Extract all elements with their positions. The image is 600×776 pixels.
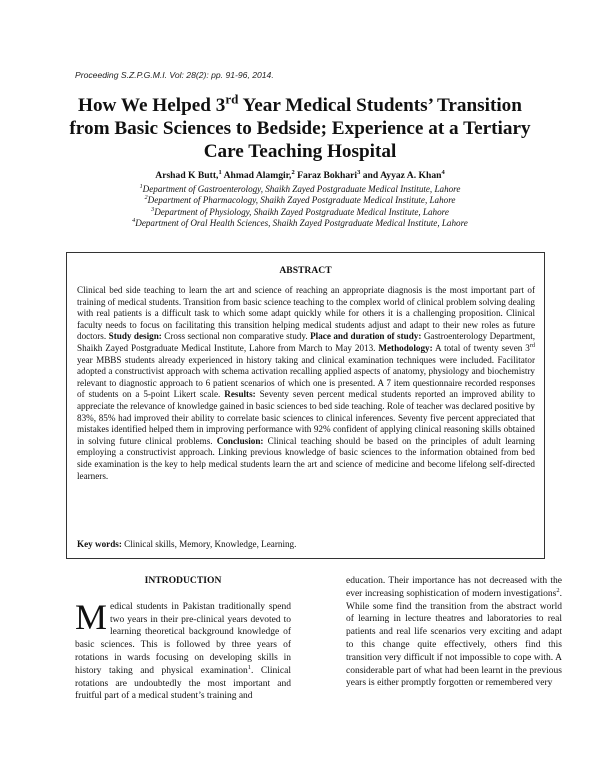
author-name: Ahmad Alamgir, [221,170,292,181]
introduction-paragraph: Medical students in Pakistan traditionally spend two years in their pre-clinical years devoted to learning theoretical background knowledge of basic sciences. This is followed by three years of rotations in wards focusing on developing skills in history taking and physical examination$^1$. Clinical rotations are undoubtedly the most important and fruitful part of a medical student’s training and [75,596,292,702]
introduction-right-column [346,575,562,690]
affiliation-line: $^2$Department of Pharmacology, Shaikh Zayed Postgraduate Medical Institute, Lahore [144,194,456,206]
introduction-heading: INTRODUCTION [144,575,222,586]
affiliation-line: $^3$Department of Physiology, Shaikh Zayed Postgraduate Medical Institute, Lahore [151,205,449,217]
drop-cap: M [75,596,108,637]
author-name: Faraz Bokhari [294,170,358,181]
author-name: and Ayyaz A. Khan [360,170,442,181]
affiliation-line: $^4$Department of Oral Health Sciences, Shaikh Zayed Postgraduate Medical Institute, Lahore [132,217,468,229]
introduction-left-column [75,575,291,703]
abstract-box [66,252,545,559]
journal-reference: Proceeding S.Z.P.G.M.I. Vol: 28(2): pp. 91-96, 2014. [75,70,274,80]
author-name: Arshad K Butt, [155,170,219,181]
affiliation-line: $^1$Department of Gastroenterology, Shaikh Zayed Postgraduate Medical Institute, Lahore [139,182,461,194]
introduction-paragraph: education. Their importance has not decreased with the ever increasing sophistication of modern investigations$^2$. While some find the transition from the abstract world of learning in lecture theatres and laboratories to real patients and real life scenarios very exciting and adapt to this change quite effectively, others find this transition very difficult if not impossible to cope with. A considerable part of what had been learnt in the previous years is either promptly forgotten or remembered very [346,576,562,689]
paper-title: How We Helped 3rd Year Medical Students’ Transition from Basic Sciences to Bedside; Experience at a Tertiary Care Teaching Hospital [69,91,531,162]
abstract-body: Clinical bed side teaching to learn the art and science of reaching an appropriate diagnosis is the most important part of training of medical students. Transition from basic science teaching to the complex world of clinical problem solving dealing with real patients is a difficult task to which some adapt quickly while for others it is a challenging proposition. Clinical faculty needs to focus on facilitating this transition helping medical students adjust and adapt to their new roles as future doctors. Study design: Cross sectional non comparative study. Place and duration of study: Gastroenterology Department, Shaikh Zayed Postgraduate Medical Institute, Lahore from March to May 2013. Methodology: A total of twenty seven 3rd year MBBS students already experienced in history taking and clinical examination techniques were included. Facilitator adopted a constructivist approach with schema activation recalling applied aspects of anatomy, physiology and biochemistry relevant to diagnostic approach to 6 patient scenarios of which one is presented. A 7 item questionnaire recorded responses of students on a 5-point Likert scale. Results: Seventy seven percent medical students reported an improved ability to appreciate the relevance of knowledge gained in basic sciences to bed side teaching. Role of teacher was declared positive by 83%, 85% had improved their ability to correlate basic sciences to clinical inferences. Seventy five percent appreciated that mistakes identified helped them in improving performance with 92% confident of applying clinical reasoning skills obtained in solving future clinical problems. Conclusion: Clinical teaching should be based on the principles of adult learning employing a constructivist approach. Linking previous knowledge of basic sciences to the information obtained from bed side examination is the key to help medical students learn the art and science of medicine and become lifelong self-directed learners. [77,285,536,481]
affiliation-list [60,184,540,230]
author-list: Arshad K Butt,$^1$ Ahmad Alamgir,$^2$ Faraz Bokhari$^3$ and Ayyaz A. Khan$^4$ [155,168,445,181]
keywords: Key words: Clinical skills, Memory, Knowledge, Learning. [77,539,297,549]
abstract-heading: ABSTRACT [279,265,332,276]
